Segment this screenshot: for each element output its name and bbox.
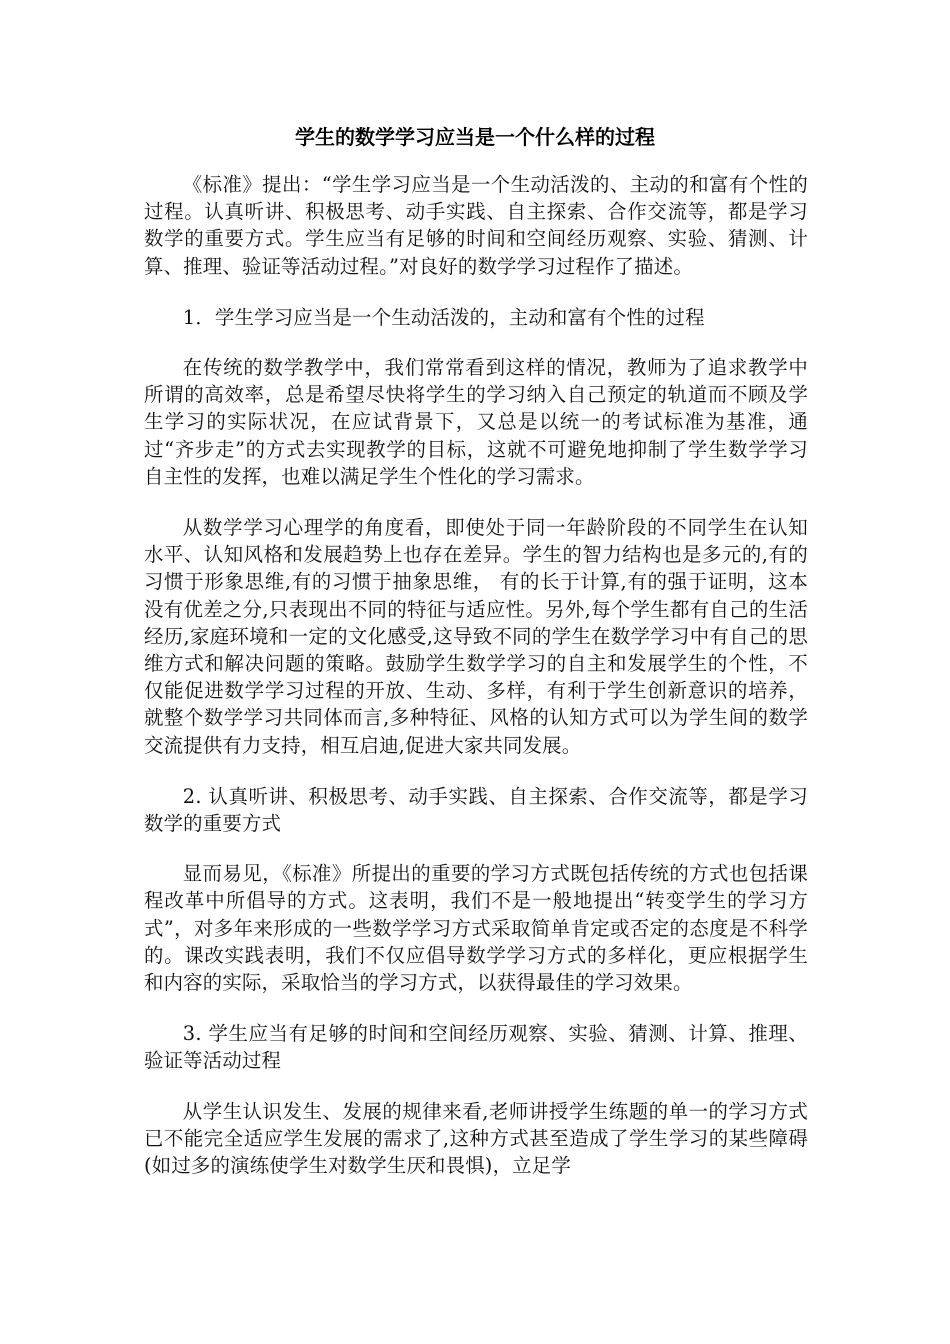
paragraph-learning-methods: 显而易见，《标准》所提出的重要的学习方式既包括传统的方式也包括课程改革中所倡导的方式。这表明，我们不是一般地提出“转变学生的学习方式”，对多年来形成的一些数学学习方式采取简单肯定或否定的态度是不科学的。课改实践表明，我们不仅应倡导数学学习方式的多样化，更应根据学生和内容的实际，采取恰当的学习方式，以获得最佳的学习效果。 bbox=[144, 862, 808, 995]
document-title: 学生的数学学习应当是一个什么样的过程 bbox=[295, 125, 655, 149]
paragraph-learning-psychology: 从数学学习心理学的角度看，即使处于同一年龄阶段的不同学生在认知水平、认知风格和发展趋势上也存在差异。学生的智力结构也是多元的,有的习惯于形象思维,有的习惯于抽象思维， 有的长于计算,有的强于证明，这本没有优差之分,只表现出不同的特征与适应性。另外,每个学生都有自己的生活经历,家庭环境和一定的文化感受,这导致不同的学生在数学学习中有自己的思维方式和解决问题的策略。鼓励学生数学学习的自主和发展学生的个性，不仅能促进数学学习过程的开放、生动、多样，有利于学生创新意识的培养，就整个数学学习共同体而言,多种特征、风格的认知方式可以为学生间的数学交流提供有力支持，相互启迪,促进大家共同发展。 bbox=[144, 516, 808, 757]
section-heading-1: 1．学生学习应当是一个生动活泼的，主动和富有个性的过程 bbox=[182, 305, 705, 329]
paragraph-intro: 《标准》提出：“学生学习应当是一个生动活泼的、主动的和富有个性的过程。认真听讲、积极思考、动手实践、自主探索、合作交流等，都是学习数学的重要方式。学生应当有足够的时间和空间经历观察、实验、猜测、计算、推理、验证等活动过程。”对良好的数学学习过程作了描述。 bbox=[144, 173, 808, 278]
section-heading-2: 2. 认真听讲、积极思考、动手实践、自主探索、合作交流等，都是学习数学的重要方式 bbox=[144, 784, 808, 836]
document-body bbox=[144, 171, 808, 1203]
paragraph-cognitive-development: 从学生认识发生、发展的规律来看,老师讲授学生练题的单一的学习方式已不能完全适应学生发展的需求了,这种方式甚至造成了学生学习的某些障碍(如过多的演练使学生对数学生厌和畏惧)，立足学 bbox=[144, 1099, 808, 1178]
section-heading-3: 3. 学生应当有足够的时间和空间经历观察、实验、猜测、计算、推理、验证等活动过程 bbox=[144, 1022, 808, 1073]
paragraph-traditional-teaching: 在传统的数学教学中，我们常常看到这样的情况，教师为了追求教学中所谓的高效率，总是希望尽快将学生的学习纳入自己预定的轨道而不顾及学生学习的实际状况，在应试背景下，又总是以统一的考试标准为基准，通过“齐步走”的方式去实现教学的目标，这就不可避免地抑制了学生数学学习自主性的发挥，也难以满足学生个性化的学习需求。 bbox=[144, 356, 808, 488]
